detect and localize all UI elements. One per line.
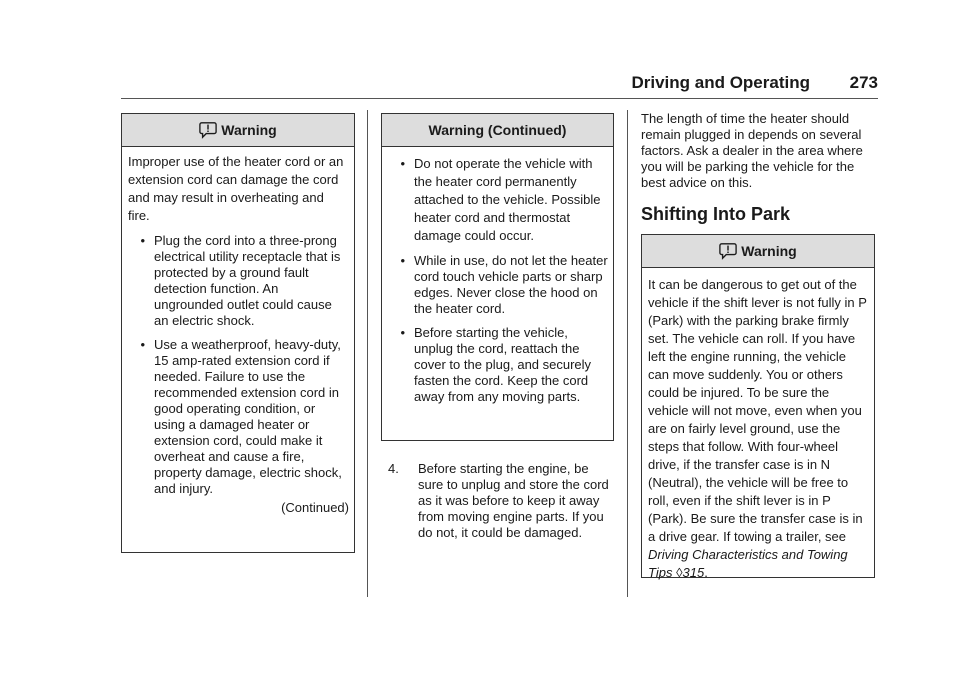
step-number: 4. (388, 461, 399, 476)
warning-intro-text: Improper use of the heater cord or an extension cord can damage the cord and may result in overheating and fire. (128, 154, 344, 223)
warning-title: Warning (Continued) (428, 122, 567, 138)
warning-speech-bubble-icon (199, 121, 217, 139)
page-reference-icon: ◊ (676, 565, 683, 580)
warning-bullet (128, 337, 349, 497)
bullet-mark: • (400, 325, 405, 340)
bullet-text: Before starting the vehicle, unplug the cord, reattach the cover to the plug, and securely fasten the cord. Keep the cord away from any moving parts. (414, 325, 592, 404)
warning-box-header (122, 114, 354, 147)
warning-box-header (642, 235, 874, 268)
bullet-mark: • (400, 253, 405, 268)
warning-box-header (382, 114, 613, 147)
bullet-mark: • (400, 156, 405, 171)
warning-box-heater-cord (121, 113, 355, 553)
bullet-mark: • (140, 337, 145, 352)
continued-label: (Continued) (281, 500, 349, 515)
warning-body-text: It can be dangerous to get out of the vehicle if the shift lever is not fully in P (Park) with the parking brake firmly set. The vehicle can roll. If you have left the engine running, the vehicle can move suddenly. You or others could be injured. To be sure the vehicle will not move, even when you are on fairly level ground, use the steps that follow. With four-wheel drive, if the transfer case is in N (Neutral), the vehicle will be free to roll, even if the shift lever is in P (Park). Be sure the transfer case is in a drive gear. If towing a trailer, see (648, 277, 867, 544)
warning-box-continued (381, 113, 614, 441)
warning-bullet (388, 253, 608, 317)
bullet-text: Do not operate the vehicle with the heater cord permanently attached to the vehicle. Possible heater cord and thermostat damage could occur. (414, 156, 601, 243)
warning-bullet (388, 325, 608, 405)
section-heading: Shifting Into Park (641, 204, 791, 224)
warning-title: Warning (741, 243, 797, 259)
header-section-title: Driving and Operating (631, 73, 810, 92)
step-text: Before starting the engine, be sure to unplug and store the cord as it was before to keep it away from moving engine parts. If you do not, it could be damaged. (418, 461, 609, 540)
sentence-end: . (704, 565, 708, 580)
bullet-text: While in use, do not let the heater cord touch vehicle parts or sharp edges. Never close the hood on the heater cord. (414, 253, 608, 316)
warning-bullet (388, 155, 608, 245)
bullet-text: Use a weatherproof, heavy-duty, 15 amp-rated extension cord if needed. Failure to use the recommended extension cord in good operating condition, or using a damaged heater or extension cord, could make it overheat and cause a fire, property damage, electric shock, and injury. (154, 337, 342, 496)
warning-box-shifting (641, 234, 875, 578)
cross-reference-page[interactable]: 315 (682, 565, 705, 580)
cross-reference-link[interactable]: Driving Characteristics and Towing Tips (648, 547, 848, 580)
numbered-step-4 (388, 461, 614, 541)
bullet-mark: • (140, 233, 145, 248)
intro-paragraph: The length of time the heater should remain plugged in depends on several factors. Ask a dealer in the area where you will be parking the vehicle for the best advice on this. (641, 111, 863, 190)
header-rule (121, 98, 878, 99)
column-divider-left (367, 110, 368, 597)
warning-speech-bubble-icon (719, 242, 737, 260)
column-divider-right (627, 110, 628, 597)
warning-text (648, 276, 869, 582)
bullet-text: Plug the cord into a three-prong electrical utility receptacle that is protected by a ground fault detection function. An ungrounded outlet could cause an electric shock. (154, 233, 341, 328)
warning-bullet (128, 233, 349, 329)
header-page-number: 273 (849, 73, 878, 92)
warning-title: Warning (221, 122, 277, 138)
